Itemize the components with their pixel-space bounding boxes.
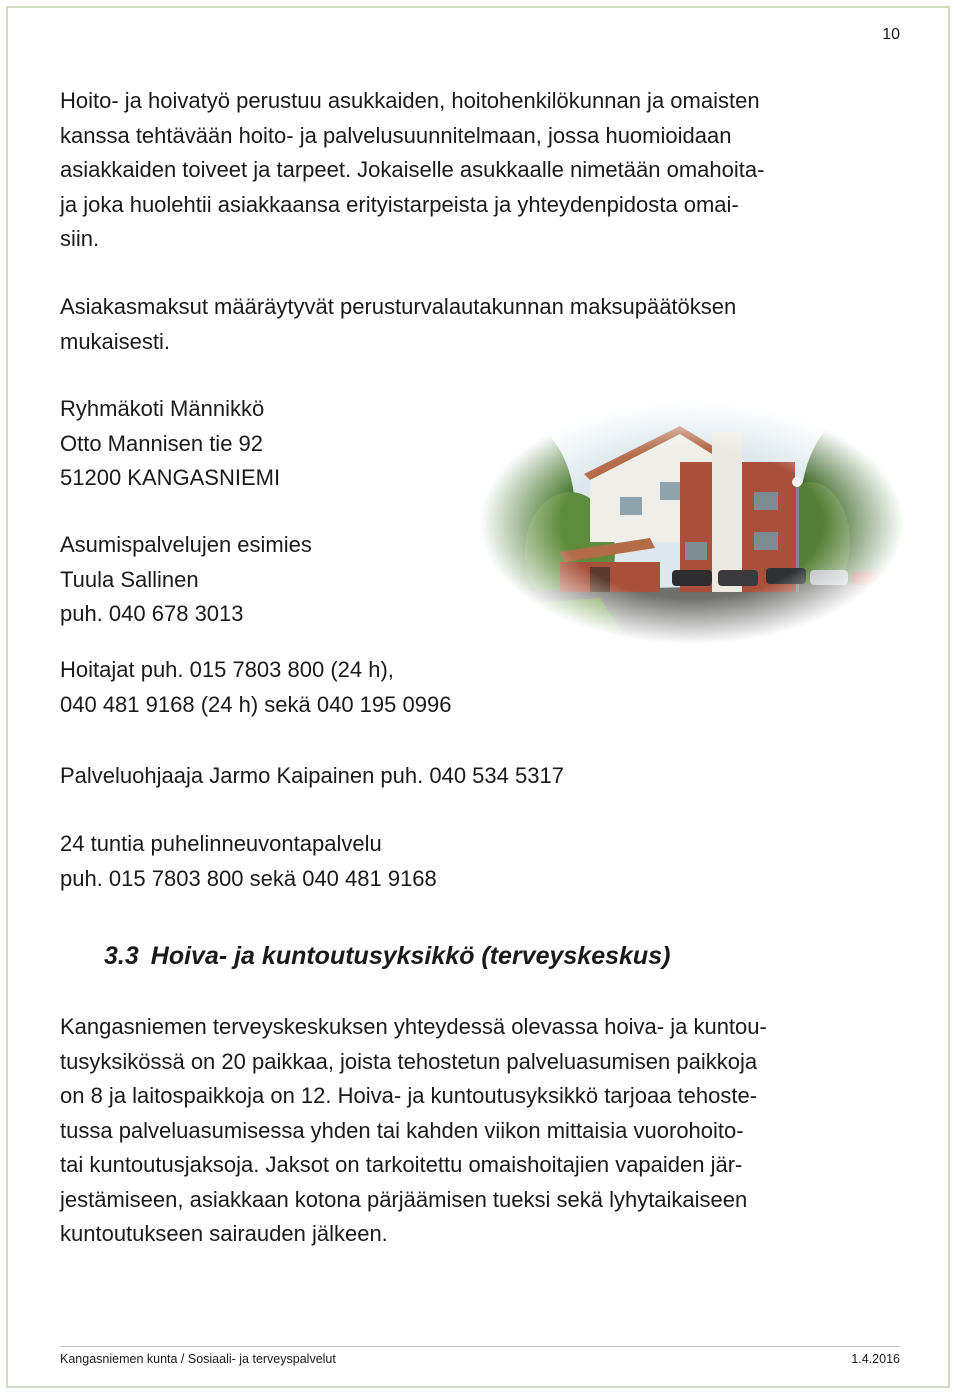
- text-line: tusyksikössä on 20 paikkaa, joista tehostetun palveluasumisen paikkoja: [60, 1048, 758, 1074]
- fees-paragraph: [60, 290, 736, 359]
- text-line: Kangasniemen terveyskeskuksen yhteydessä olevassa hoiva- ja kuntou-: [60, 1014, 767, 1039]
- counselor-block: [60, 759, 564, 794]
- supervisor-line: Tuula Sallinen: [60, 566, 199, 592]
- page-number: 10: [882, 26, 900, 43]
- supervisor-line: Asumispalvelujen esimies: [60, 532, 312, 557]
- counselor-line: Palveluohjaaja Jarmo Kaipainen puh. 040 534 5317: [60, 763, 564, 788]
- text-line: tussa palveluasumisessa yhden tai kahden viikon mittaisia vuorohoito-: [60, 1117, 744, 1143]
- text-line: kanssa tehtävään hoito- ja palvelusuunnitelmaan, jossa huomioidaan: [60, 122, 732, 148]
- text-line: jestämiseen, asiakkaan kotona pärjäämisen tueksi sekä lyhytaikaiseen: [60, 1186, 748, 1212]
- nurses-block: [60, 653, 451, 722]
- address-block: [60, 392, 280, 496]
- text-line: mukaisesti.: [60, 328, 171, 354]
- footer-date: 1.4.2016: [851, 1352, 900, 1366]
- address-line: 51200 KANGASNIEMI: [60, 465, 281, 490]
- building-photo: [480, 402, 904, 644]
- section-title: Hoiva- ja kuntoutusyksikkö (terveyskeskus): [150, 942, 671, 970]
- text-line: tai kuntoutusjaksoja. Jaksot on tarkoitettu omaishoitajien vapaiden jär-: [60, 1152, 743, 1177]
- text-line: siin.: [60, 226, 100, 251]
- supervisor-block: [60, 528, 312, 632]
- footer-organization: Kangasniemen kunta / Sosiaali- ja terveyspalvelut: [60, 1352, 336, 1366]
- footer: [60, 1352, 900, 1366]
- text-line: kuntoutukseen sairauden jälkeen.: [60, 1221, 388, 1246]
- section-paragraph: [60, 1010, 767, 1252]
- hotline-line: 24 tuntia puhelinneuvontapalvelu: [60, 831, 382, 856]
- section-number: 3.3: [104, 942, 139, 970]
- intro-paragraph: [60, 84, 764, 257]
- text-line: on 8 ja laitospaikkoja on 12. Hoiva- ja kuntoutusyksikkö tarjoaa tehoste-: [60, 1083, 758, 1108]
- section-heading: [104, 942, 670, 971]
- hotline-line: puh. 015 7803 800 sekä 040 481 9168: [60, 865, 437, 891]
- text-line: ja joka huolehtii asiakkaansa erityistarpeista ja yhteydenpidosta omai-: [60, 191, 739, 217]
- text-line: Hoito- ja hoivatyö perustuu asukkaiden, hoitohenkilökunnan ja omaisten: [60, 88, 760, 113]
- text-line: asiakkaiden toiveet ja tarpeet. Jokaiselle asukkaalle nimetään omahoita-: [60, 157, 765, 182]
- nurses-line: 040 481 9168 (24 h) sekä 040 195 0996: [60, 691, 452, 717]
- address-line: Ryhmäkoti Männikkö: [60, 396, 265, 421]
- address-line: Otto Mannisen tie 92: [60, 430, 264, 456]
- hotline-block: [60, 827, 437, 896]
- footer-rule: [60, 1346, 900, 1347]
- nurses-line: Hoitajat puh. 015 7803 800 (24 h),: [60, 657, 394, 682]
- text-line: Asiakasmaksut määräytyvät perusturvalautakunnan maksupäätöksen: [60, 294, 737, 319]
- supervisor-line: puh. 040 678 3013: [60, 601, 244, 626]
